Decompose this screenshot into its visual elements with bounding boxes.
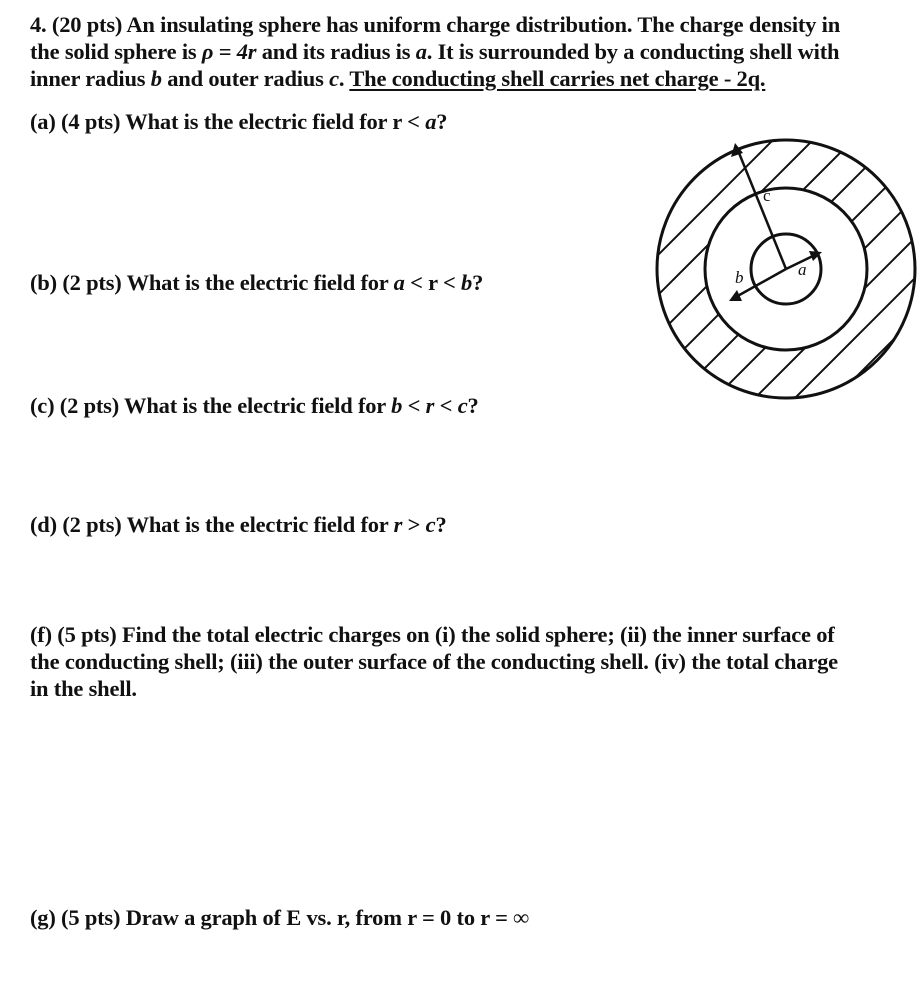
question-d xyxy=(30,512,447,538)
text-fragment: > xyxy=(402,512,426,537)
problem-header-line-3 xyxy=(30,66,765,92)
question-text: (b) (2 pts) What is the electric field for xyxy=(30,270,394,295)
var-r: r xyxy=(425,393,435,418)
var-b: b xyxy=(461,270,473,295)
text-fragment: . It is surrounded by a conducting shell with xyxy=(426,39,840,64)
problem-header-line-1: 4. (20 pts) An insulating sphere has uniform charge distribution. The charge density in xyxy=(30,12,841,37)
question-text: (a) (4 pts) What is the electric field for r < xyxy=(30,109,426,134)
question-mark: ? xyxy=(467,393,479,418)
label-a: a xyxy=(798,260,807,279)
text-fragment: the solid sphere is xyxy=(30,39,202,64)
var-c: c xyxy=(329,66,339,91)
question-f-line-2: the conducting shell; (iii) the outer surface of the conducting shell. (iv) the total charge xyxy=(30,649,838,674)
question-c xyxy=(30,393,479,419)
concentric-sphere-diagram xyxy=(655,138,922,400)
question-text: (c) (2 pts) What is the electric field for xyxy=(30,393,392,418)
question-a xyxy=(30,109,447,135)
var-a: a xyxy=(393,270,405,295)
text-fragment: < xyxy=(402,393,426,418)
var-b: b xyxy=(150,66,162,91)
question-g: (g) (5 pts) Draw a graph of E vs. r, from r = 0 to r = ∞ xyxy=(30,905,529,930)
question-f-line-1: (f) (5 pts) Find the total electric charges on (i) the solid sphere; (ii) the inner surface of xyxy=(30,622,835,647)
var-c: c xyxy=(425,512,436,537)
text-fragment: . xyxy=(338,66,350,91)
charge-density-expression: ρ = 4r xyxy=(201,39,257,64)
question-mark: ? xyxy=(436,109,448,134)
question-b xyxy=(30,270,483,296)
text-fragment: < r < xyxy=(404,270,462,295)
text-fragment: and outer radius xyxy=(161,66,330,91)
problem-header-line-2 xyxy=(30,39,839,65)
net-charge-statement: The conducting shell carries net charge - 2q. xyxy=(349,66,766,91)
label-b: b xyxy=(735,268,744,287)
question-f-line-3: in the shell. xyxy=(30,676,137,701)
var-r: r xyxy=(393,512,403,537)
text-fragment: < xyxy=(434,393,458,418)
question-mark: ? xyxy=(435,512,447,537)
question-text: (d) (2 pts) What is the electric field for xyxy=(30,512,394,537)
label-c: c xyxy=(763,186,771,205)
var-c: c xyxy=(457,393,468,418)
var-a: a xyxy=(425,109,437,134)
text-fragment: inner radius xyxy=(30,66,151,91)
question-mark: ? xyxy=(472,270,484,295)
text-fragment: and its radius is xyxy=(256,39,416,64)
var-b: b xyxy=(391,393,403,418)
var-a: a xyxy=(415,39,427,64)
